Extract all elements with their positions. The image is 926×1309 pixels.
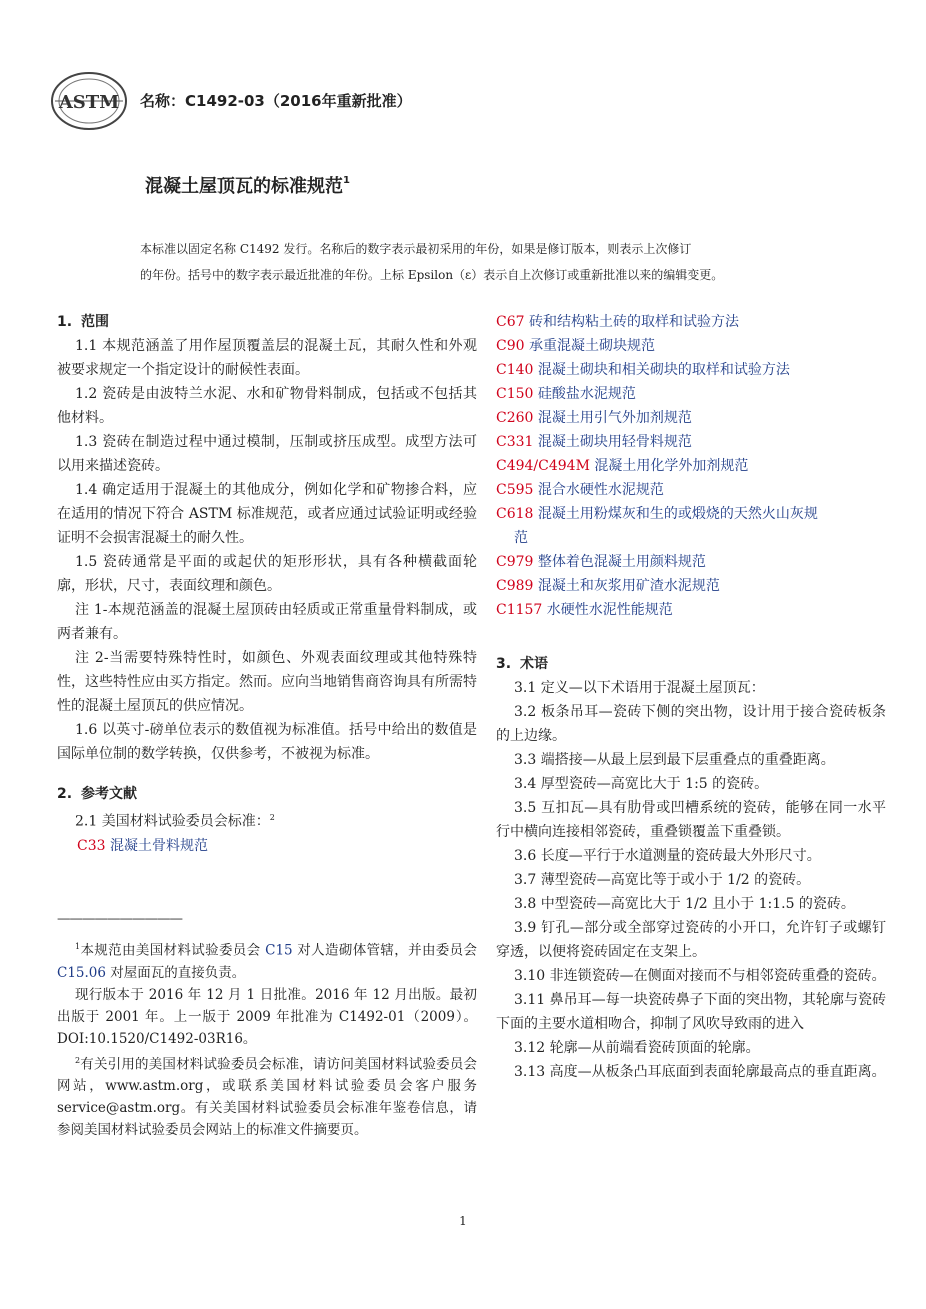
reference-title[interactable]: 整体着色混凝土用颜料规范 <box>537 554 706 570</box>
reference-item[interactable] <box>496 358 886 382</box>
paragraph-3-5: 3.5 互扣瓦—具有肋骨或凹槽系统的瓷砖，能够在同一水平行中横向连接相邻瓷砖，重叠锁覆盖下重叠锁。 <box>496 800 886 840</box>
reference-item[interactable] <box>496 478 886 502</box>
section-2-heading <box>57 782 477 806</box>
paragraph-3-13: 3.13 高度—从板条凸耳底面到表面轮廓最高点的垂直距离。 <box>514 1064 886 1080</box>
reference-title[interactable]: 混凝土用粉煤灰和生的或煅烧的天然火山灰规 <box>537 506 818 522</box>
reference-item[interactable] <box>496 550 886 574</box>
reference-code[interactable]: C1157 <box>496 602 543 618</box>
reference-item[interactable] <box>496 310 886 334</box>
left-column <box>57 310 477 858</box>
paragraph-1-3: 1.3 瓷砖在制造过程中通过模制，压制或挤压成型。成型方法可以用来描述瓷砖。 <box>57 434 477 474</box>
paragraph-1-6: 1.6 以英寸-磅单位表示的数值视为标准值。括号中给出的数值是国际单位制的数学转换，仅供参考，不被视为标准。 <box>57 722 477 762</box>
section-1-heading <box>57 310 477 334</box>
reference-title[interactable]: 混合水硬性水泥规范 <box>537 482 664 498</box>
paragraph-3-4: 3.4 厚型瓷砖—高宽比大于 1:5 的瓷砖。 <box>514 776 769 792</box>
paragraph-3-1: 3.1 定义—以下术语用于混凝土屋顶瓦： <box>514 680 765 696</box>
footnote-2-text: 有关引用的美国材料试验委员会标准，请访问美国材料试验委员会网站，www.astm.org，或联系美国材料试验委员会客户服务 service@astm.org。有关美国材料试验委员会标准年鉴卷信息，请参阅美国材料试验委员会网站上的标准文件摘要页。 <box>57 1056 477 1138</box>
reference-code[interactable]: C494/C494M <box>496 458 590 474</box>
reference-code[interactable]: C90 <box>496 338 525 354</box>
footnote-1-text-b: 对人造砌体管辖，并由委员会 <box>292 942 477 959</box>
preface-line-1: 本标准以固定名称 C1492 发行。名称后的数字表示最初采用的年份，如果是修订版本，则表示上次修订 <box>140 242 692 256</box>
reference-code[interactable]: C33 <box>77 837 106 854</box>
section-3-title: 术语 <box>520 656 548 672</box>
reference-code[interactable]: C260 <box>496 410 534 426</box>
section-2-number: 2. <box>57 786 73 802</box>
reference-title[interactable]: 水硬性水泥性能规范 <box>546 602 673 618</box>
paragraph-2-1-mark: 2 <box>269 813 275 822</box>
reference-title[interactable]: 混凝土砌块用轻骨料规范 <box>537 434 692 450</box>
paragraph-2-1-text: 2.1 美国材料试验委员会标准： <box>75 813 270 830</box>
footnote-1-text-a: 本规范由美国材料试验委员会 <box>80 942 266 959</box>
paragraph-2-1 <box>57 806 477 834</box>
section-2-title: 参考文献 <box>81 786 137 802</box>
subcommittee-c15-06-link[interactable]: C15.06 <box>57 964 106 981</box>
document-title <box>145 172 350 198</box>
reference-c33[interactable] <box>57 834 477 858</box>
right-column <box>496 310 886 1084</box>
astm-logo-text: ASTM <box>58 92 120 113</box>
paragraph-1-2: 1.2 瓷砖是由波特兰水泥、水和矿物骨料制成，包括或不包括其他材料。 <box>57 386 477 426</box>
paragraph-3-2: 3.2 板条吊耳—瓷砖下侧的突出物，设计用于接合瓷砖板条的上边缘。 <box>496 704 886 744</box>
reference-code[interactable]: C979 <box>496 554 534 570</box>
paragraph-3-8: 3.8 中型瓷砖—高宽比大于 1/2 且小于 1:1.5 的瓷砖。 <box>514 896 855 912</box>
paragraph-1-1: 1.1 本规范涵盖了用作屋顶覆盖层的混凝土瓦，其耐久性和外观被要求规定一个指定设计的耐候性表面。 <box>57 338 477 378</box>
footnote-1-text-c: 对屋面瓦的直接负责。 <box>105 964 246 981</box>
paragraph-3-6: 3.6 长度—平行于水道测量的瓷砖最大外形尺寸。 <box>514 848 821 864</box>
note-1: 注 1-本规范涵盖的混凝土屋顶砖由轻质或正常重量骨料制成，或两者兼有。 <box>57 602 477 642</box>
reference-title[interactable]: 硅酸盐水泥规范 <box>537 386 636 402</box>
reference-title[interactable]: 承重混凝土砌块规范 <box>528 338 655 354</box>
reference-code[interactable]: C595 <box>496 482 534 498</box>
reference-item[interactable] <box>496 334 886 358</box>
reference-item[interactable] <box>496 454 886 478</box>
reference-item[interactable] <box>496 598 886 622</box>
designation: 名称：C1492-03（2016年重新批准） <box>140 92 412 110</box>
reference-item[interactable] <box>496 406 886 430</box>
reference-code[interactable]: C150 <box>496 386 534 402</box>
reference-code[interactable]: C331 <box>496 434 534 450</box>
paragraph-3-3: 3.3 端搭接—从最上层到最下层重叠点的重叠距离。 <box>514 752 835 768</box>
reference-code[interactable]: C989 <box>496 578 534 594</box>
document-title-text: 混凝土屋顶瓦的标准规范 <box>145 176 343 197</box>
title-footnote-mark: 1 <box>343 175 350 186</box>
reference-code[interactable]: C67 <box>496 314 525 330</box>
reference-item[interactable] <box>496 502 886 550</box>
paragraph-1-5: 1.5 瓷砖通常是平面的或起伏的矩形形状，具有各种横截面轮廓，形状，尺寸，表面纹理和颜色。 <box>57 554 477 594</box>
astm-logo <box>49 70 129 132</box>
reference-title[interactable]: 砖和结构粘土砖的取样和试验方法 <box>528 314 739 330</box>
footnote-2 <box>57 1050 477 1142</box>
paragraph-3-7: 3.7 薄型瓷砖—高宽比等于或小于 1/2 的瓷砖。 <box>514 872 811 888</box>
section-1-title: 范围 <box>81 314 109 330</box>
reference-item[interactable] <box>496 382 886 406</box>
footnotes <box>57 908 477 1141</box>
reference-code[interactable]: C140 <box>496 362 534 378</box>
reference-list <box>496 310 886 622</box>
reference-title[interactable]: 混凝土用化学外加剂规范 <box>594 458 749 474</box>
footnote-1 <box>57 936 477 984</box>
footnote-1-mark: 1 <box>75 942 81 951</box>
paragraph-3-12: 3.12 轮廓—从前端看瓷砖顶面的轮廓。 <box>514 1040 760 1056</box>
footnote-2-mark: 2 <box>75 1055 81 1065</box>
paragraph-3-10: 3.10 非连锁瓷砖—在侧面对接而不与相邻瓷砖重叠的瓷砖。 <box>514 968 886 984</box>
reference-title-continued[interactable]: 范 <box>514 530 528 546</box>
section-1-number: 1. <box>57 314 73 330</box>
note-2: 注 2-当需要特殊特性时，如颜色、外观表面纹理或其他特殊特性，这些特性应由买方指定。然而。应向当地销售商咨询具有所需特性的混凝土屋顶瓦的供应情况。 <box>57 650 477 714</box>
reference-title[interactable]: 混凝土用引气外加剂规范 <box>537 410 692 426</box>
committee-c15-link[interactable]: C15 <box>265 942 293 959</box>
reference-title[interactable]: 混凝土骨料规范 <box>109 837 208 854</box>
reference-code[interactable]: C618 <box>496 506 534 522</box>
footnote-rule: —————————— <box>57 911 182 927</box>
page-number: 1 <box>459 1214 467 1228</box>
reference-title[interactable]: 混凝土和灰浆用矿渣水泥规范 <box>537 578 720 594</box>
paragraph-1-4: 1.4 确定适用于混凝土的其他成分，例如化学和矿物掺合料，应在适用的情况下符合 ASTM 标准规范，或者应通过试验证明或经验证明不会损害混凝土的耐久性。 <box>57 482 477 546</box>
preface-line-2: 的年份。括号中的数字表示最近批准的年份。上标 Epsilon（ε）表示自上次修订或重新批准以来的编辑变更。 <box>140 268 724 282</box>
reference-item[interactable] <box>496 574 886 598</box>
preface <box>140 236 830 288</box>
section-3-heading <box>496 652 886 676</box>
reference-item[interactable] <box>496 430 886 454</box>
paragraph-3-11: 3.11 鼻吊耳—每一块瓷砖鼻子下面的突出物，其轮廓与瓷砖下面的主要水道相吻合，抑制了风吹导致雨的进入 <box>496 992 886 1032</box>
section-3-number: 3. <box>496 656 512 672</box>
footnote-1-approval: 现行版本于 2016 年 12 月 1 日批准。2016 年 12 月出版。最初出版于 2001 年。上一版于 2009 年批准为 C1492-01（2009）。DOI:10.1520/C1492-03R16。 <box>57 986 477 1047</box>
reference-title[interactable]: 混凝土砌块和相关砌块的取样和试验方法 <box>537 362 790 378</box>
paragraph-3-9: 3.9 钉孔—部分或全部穿过瓷砖的小开口，允许钉子或螺钉穿透，以便将瓷砖固定在支架上。 <box>496 920 886 960</box>
